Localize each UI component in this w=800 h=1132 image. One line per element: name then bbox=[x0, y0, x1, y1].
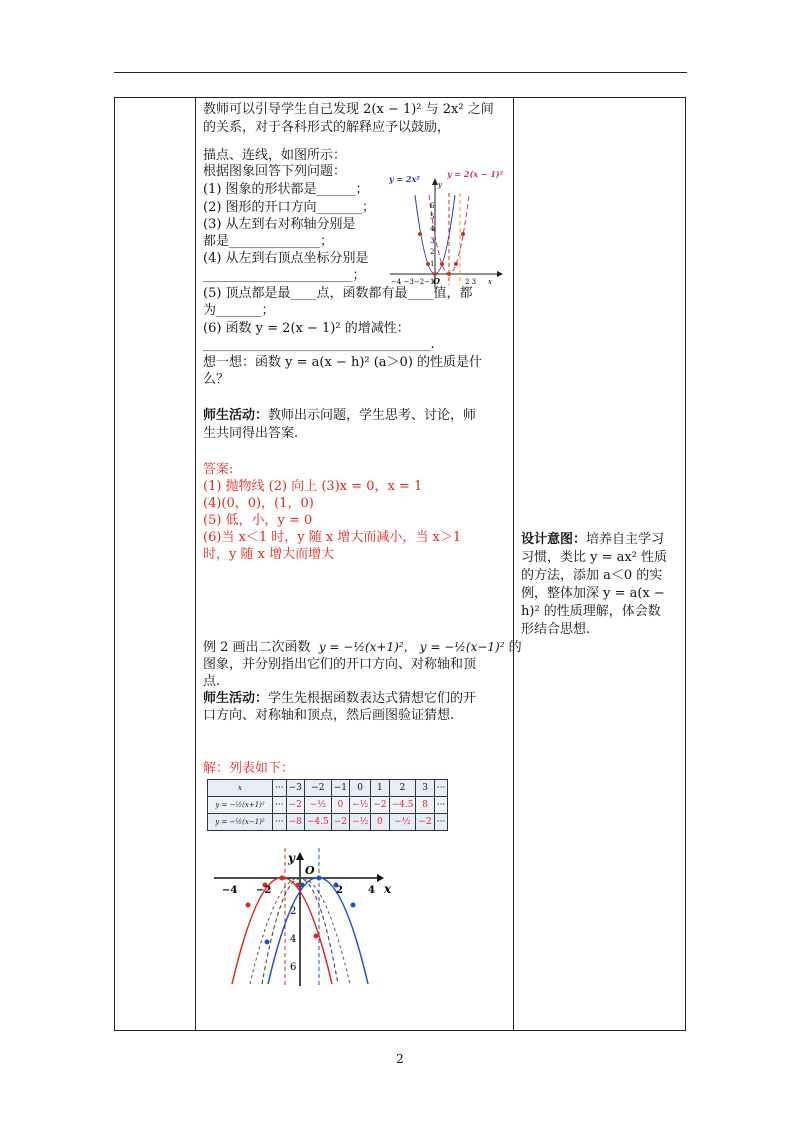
table-cell: ··· bbox=[434, 780, 448, 797]
table-cell: 8 bbox=[416, 797, 434, 814]
parabola-graph-downward bbox=[212, 848, 402, 988]
page-number: 2 bbox=[396, 1052, 404, 1066]
x-axis-label: x bbox=[384, 882, 392, 896]
answer-title: 答案: bbox=[203, 462, 234, 477]
table-cell: −4.5 bbox=[389, 797, 416, 814]
y-tick: 2 bbox=[430, 248, 435, 256]
y-axis-arrow bbox=[296, 852, 304, 860]
plot-point bbox=[418, 232, 422, 236]
y-tick: 5 bbox=[430, 213, 435, 221]
question-3b: 都是______________； bbox=[203, 234, 334, 249]
table-cell: 1 bbox=[371, 780, 389, 797]
header-rule bbox=[114, 72, 687, 73]
table-cell: 0 bbox=[371, 814, 389, 831]
x-tick: −4 bbox=[222, 885, 238, 896]
y-tick: 2 bbox=[290, 906, 297, 917]
parabola-graph-upward bbox=[385, 165, 513, 290]
question-5b: 为_______； bbox=[203, 303, 275, 318]
design-intent-text-1: 培养自主学习 bbox=[586, 532, 665, 547]
activity-2-label: 师生活动： bbox=[203, 691, 269, 706]
answer-1: (1) 抛物线 (2) 向上 (3)x = 0，x = 1 bbox=[203, 479, 423, 494]
x-axis-arrow bbox=[497, 271, 503, 277]
table-cell: −2 bbox=[416, 814, 434, 831]
x-axis-arrow bbox=[377, 874, 384, 882]
origin-label: O bbox=[305, 864, 315, 877]
question-4b: _______________________； bbox=[203, 268, 366, 283]
table-row bbox=[208, 797, 448, 814]
example-2-line-2: 图象，并分别指出它们的开口方向、对称轴和顶 bbox=[203, 657, 477, 672]
table-cell: y = −½(x+1)² bbox=[208, 797, 273, 814]
example-2-function-2: y = −½(x−1)² bbox=[419, 640, 505, 654]
design-intent-line-4: 例，整体加深 y = a(x − bbox=[521, 586, 665, 601]
x-ticks-right: 2 3 bbox=[465, 278, 477, 286]
table-cell: x bbox=[208, 780, 273, 797]
answer-2: (4)(0，0)，(1，0) bbox=[203, 496, 314, 511]
table-cell: −2 bbox=[286, 797, 304, 814]
y-tick: 6 bbox=[430, 202, 435, 210]
example-2-line-1 bbox=[203, 638, 522, 657]
table-cell: ··· bbox=[273, 814, 287, 831]
solution-title: 解：列表如下： bbox=[203, 761, 295, 776]
table-row bbox=[208, 780, 448, 797]
answer-3: (5) 低，小，y = 0 bbox=[203, 513, 313, 528]
table-cell: 0 bbox=[350, 780, 371, 797]
example-2-heading: 例 2 画出二次函数 bbox=[203, 640, 311, 655]
table-cell: ··· bbox=[273, 797, 287, 814]
design-intent-line-2: 习惯，类比 y = ax² 性质 bbox=[521, 550, 668, 565]
design-intent-line-1 bbox=[521, 531, 664, 549]
origin-label: O bbox=[433, 276, 440, 286]
table-cell: −1 bbox=[331, 780, 349, 797]
table-cell: −½ bbox=[350, 814, 371, 831]
x-tick: −2 bbox=[256, 885, 272, 896]
activity-2-text-1: 学生先根据函数表达式猜想它们的开 bbox=[268, 691, 477, 706]
table-cell: ··· bbox=[434, 814, 448, 831]
plot-point bbox=[280, 876, 285, 881]
x-tick: 2 bbox=[336, 885, 343, 896]
activity-1-line-1 bbox=[203, 407, 476, 425]
table-cell: 2 bbox=[389, 780, 416, 797]
label-y-2x-1-squared: y = 2(x − 1)² bbox=[447, 169, 504, 179]
plot-point bbox=[440, 262, 444, 266]
intro-line-2: 的关系，对于各科形式的解释应予以鼓励， bbox=[203, 120, 451, 135]
activity-2-line-1 bbox=[203, 690, 476, 708]
table-cell: −3 bbox=[286, 780, 304, 797]
column-divider-left bbox=[195, 97, 196, 1031]
answer-4a: (6)当 x＜1 时，y 随 x 增大而减小，当 x＞1 bbox=[203, 530, 462, 545]
think-line-2: 么？ bbox=[203, 372, 230, 387]
value-table bbox=[207, 779, 448, 831]
table-cell: −8 bbox=[286, 814, 304, 831]
plot-point bbox=[447, 272, 451, 276]
intro-line-1: 教师可以引导学生自己发现 2(x − 1)² 与 2x² 之间 bbox=[203, 102, 494, 117]
label-y-2x2: y = 2x² bbox=[389, 174, 420, 184]
table-cell: ··· bbox=[434, 797, 448, 814]
activity-1-label: 师生活动： bbox=[203, 408, 269, 423]
x-axis-label: x bbox=[488, 278, 492, 286]
answer-4b: 时，y 随 x 增大而增大 bbox=[203, 547, 335, 562]
table-cell: −½ bbox=[350, 797, 371, 814]
question-2: (2) 图形的开口方向_______； bbox=[203, 200, 376, 215]
table-cell: y = −½(x−1)² bbox=[208, 814, 273, 831]
question-6b: ___________________________________. bbox=[203, 337, 435, 352]
y-tick: 4 bbox=[290, 934, 297, 945]
example-2-function-1: y = −½(x+1)²， bbox=[318, 640, 416, 654]
plot-point bbox=[300, 883, 305, 888]
column-divider-right bbox=[513, 97, 514, 1031]
y-axis-label: y bbox=[288, 851, 295, 865]
table-cell: ··· bbox=[273, 780, 287, 797]
activity-2-text-2: 口方向、对称轴和顶点，然后画图验证猜想. bbox=[203, 708, 455, 723]
table-cell: −2 bbox=[304, 780, 331, 797]
question-4a: (4) 从左到右顶点坐标分别是 bbox=[203, 251, 369, 266]
draw-instruction: 描点、连线，如图所示： bbox=[203, 148, 347, 163]
question-intro: 根据图象回答下列问题： bbox=[203, 164, 347, 179]
plot-point bbox=[351, 903, 356, 908]
table-cell: 3 bbox=[416, 780, 434, 797]
plot-point bbox=[246, 903, 251, 908]
question-3a: (3) 从左到右对称轴分别是 bbox=[203, 217, 356, 232]
y-tick: 4 bbox=[430, 225, 435, 233]
plot-point bbox=[265, 940, 270, 945]
table-cell: −½ bbox=[304, 797, 331, 814]
table-cell: −2 bbox=[331, 814, 349, 831]
question-1: (1) 图象的形状都是______； bbox=[203, 182, 369, 197]
table-cell: −4.5 bbox=[304, 814, 331, 831]
plot-point bbox=[317, 876, 322, 881]
table-cell: −½ bbox=[389, 814, 416, 831]
plot-point bbox=[314, 934, 319, 939]
design-intent-label: 设计意图： bbox=[521, 532, 587, 547]
plot-point bbox=[461, 232, 465, 236]
question-5a: (5) 顶点都是最____点，函数都有最____值，都 bbox=[203, 286, 473, 301]
example-2-line-3: 点. bbox=[203, 674, 221, 689]
activity-1-text-1: 教师出示问题，学生思考、讨论，师 bbox=[268, 408, 477, 423]
table-row bbox=[208, 814, 448, 831]
question-6a: (6) 函数 y = 2(x − 1)² 的增减性： bbox=[203, 321, 410, 336]
design-intent-line-6: 形结合思想. bbox=[521, 622, 591, 637]
activity-1-text-2: 生共同得出答案. bbox=[203, 426, 299, 441]
design-intent-line-5: h)² 的性质理解，体会数 bbox=[521, 604, 661, 619]
think-line-1: 想一想：函数 y = a(x − h)² (a＞0) 的性质是什 bbox=[203, 355, 483, 370]
y-tick: 3 bbox=[430, 237, 435, 245]
table-cell: −2 bbox=[371, 797, 389, 814]
x-ticks-left: −4 −3−2−1 bbox=[391, 278, 435, 286]
y-axis-label: y bbox=[438, 181, 442, 189]
table-cell: 0 bbox=[331, 797, 349, 814]
design-intent-line-3: 的方法，添加 a＜0 的实 bbox=[521, 568, 663, 583]
y-tick: 6 bbox=[290, 962, 297, 973]
plot-point bbox=[454, 262, 458, 266]
x-tick: 4 bbox=[368, 885, 375, 896]
y-tick: 1 bbox=[430, 260, 435, 268]
example-2-tail: 的 bbox=[508, 640, 522, 655]
